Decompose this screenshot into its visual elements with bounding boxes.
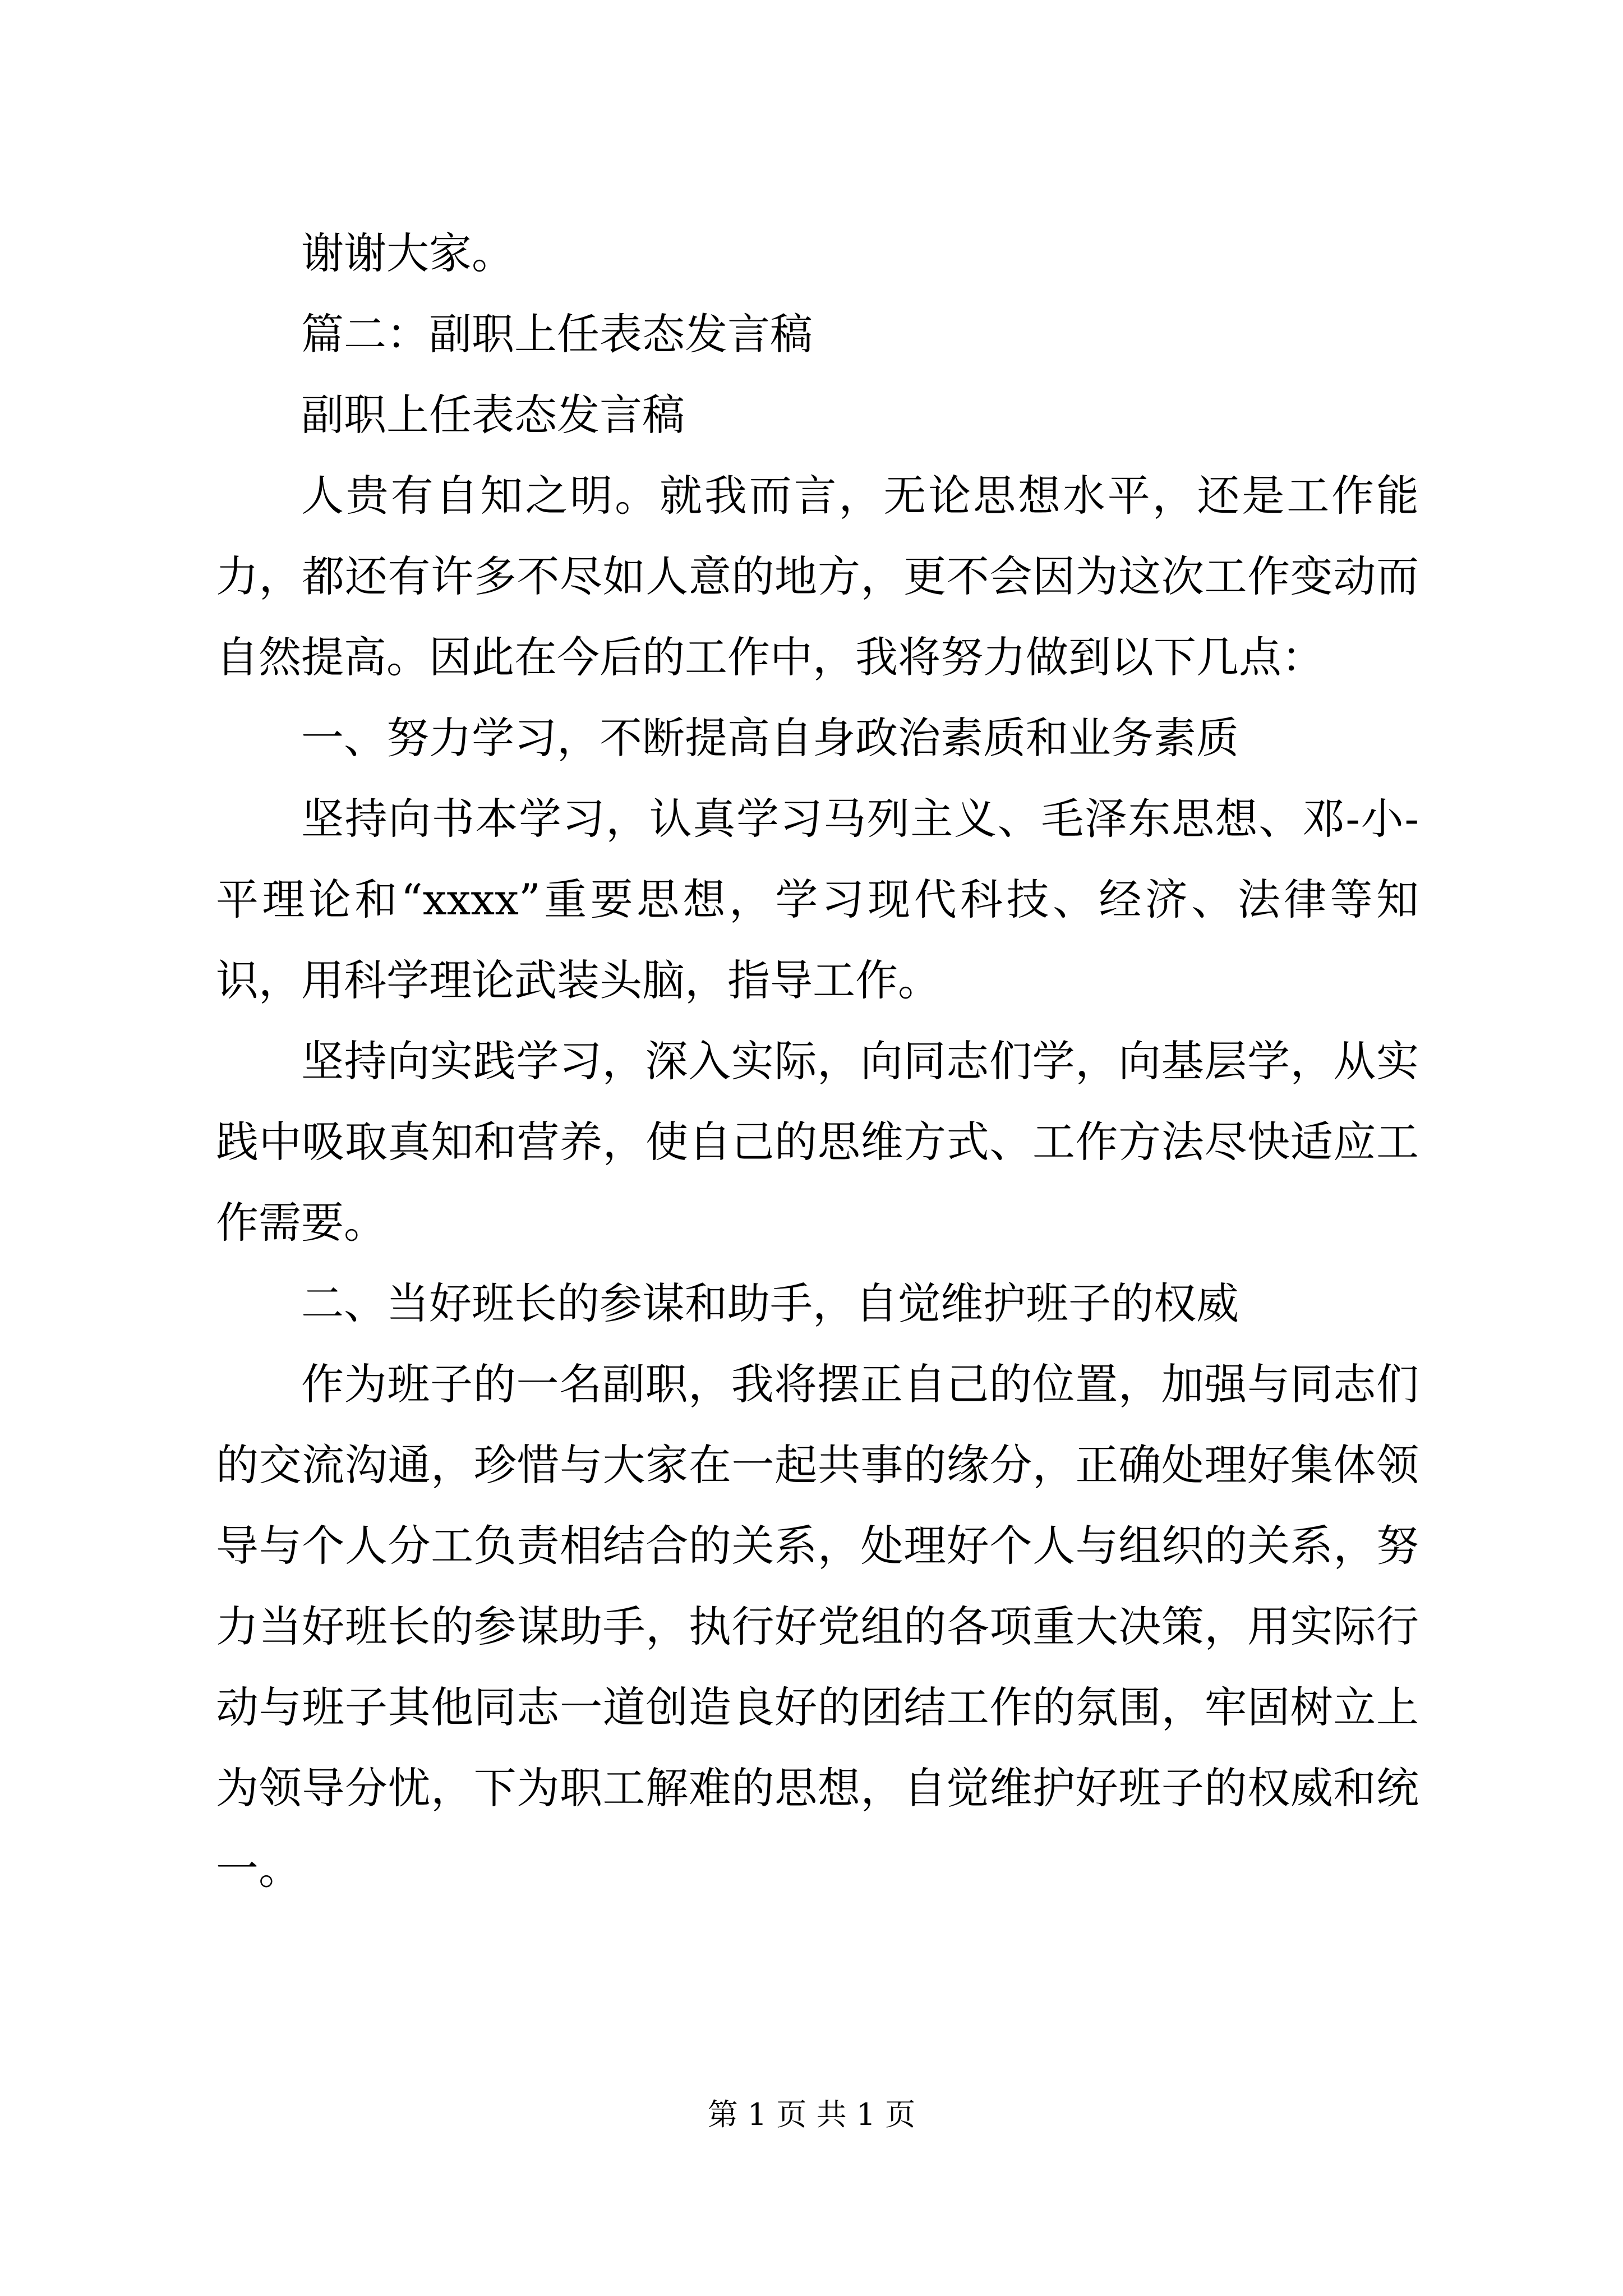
page-footer: 第 1 页 共 1 页	[707, 2097, 916, 2132]
paragraph-intro: 人贵有自知之明。就我而言，无论思想水平，还是工作能力，都还有许多不尽如人意的地方，更不会因为这次工作变动而自然提高。因此在今后的工作中，我将努力做到以下几点：	[216, 471, 1419, 682]
point-heading-1: 一、努力学习，不断提高自身政治素质和业务素质	[301, 713, 1239, 763]
point-heading-2: 二、当好班长的参谋和助手，自觉维护班子的权威	[301, 1278, 1239, 1328]
section-heading: 篇二：副职上任表态发言稿	[301, 309, 813, 359]
paragraph-study-practice: 坚持向实践学习，深入实际，向同志们学，向基层学，从实践中吸取真知和营养，使自己的思维方式、工作方法尽快适应工作需要。	[216, 1036, 1419, 1248]
paragraph-deputy-role: 作为班子的一名副职，我将摆正自己的位置，加强与同志们的交流沟通，珍惜与大家在一起共事的缘分，正确处理好集体领导与个人分工负责相结合的关系，处理好个人与组织的关系，努力当好班长的参谋助手，执行好党组的各项重大决策，用实际行动与班子其他同志一道创造良好的团结工作的氛围，牢固树立上为领导分忧，下为职工解难的思想，自觉维护好班子的权威和统一。	[216, 1359, 1419, 1894]
document-title: 副职上任表态发言稿	[301, 390, 685, 440]
document-body	[216, 213, 1419, 1910]
closing-line: 谢谢大家。	[301, 228, 514, 278]
paragraph-study-books: 坚持向书本学习，认真学习马列主义、毛泽东思想、邓-小-平理论和“xxxx”重要思想，学习现代科技、经济、法律等知识，用科学理论武装头脑，指导工作。	[216, 794, 1419, 1005]
